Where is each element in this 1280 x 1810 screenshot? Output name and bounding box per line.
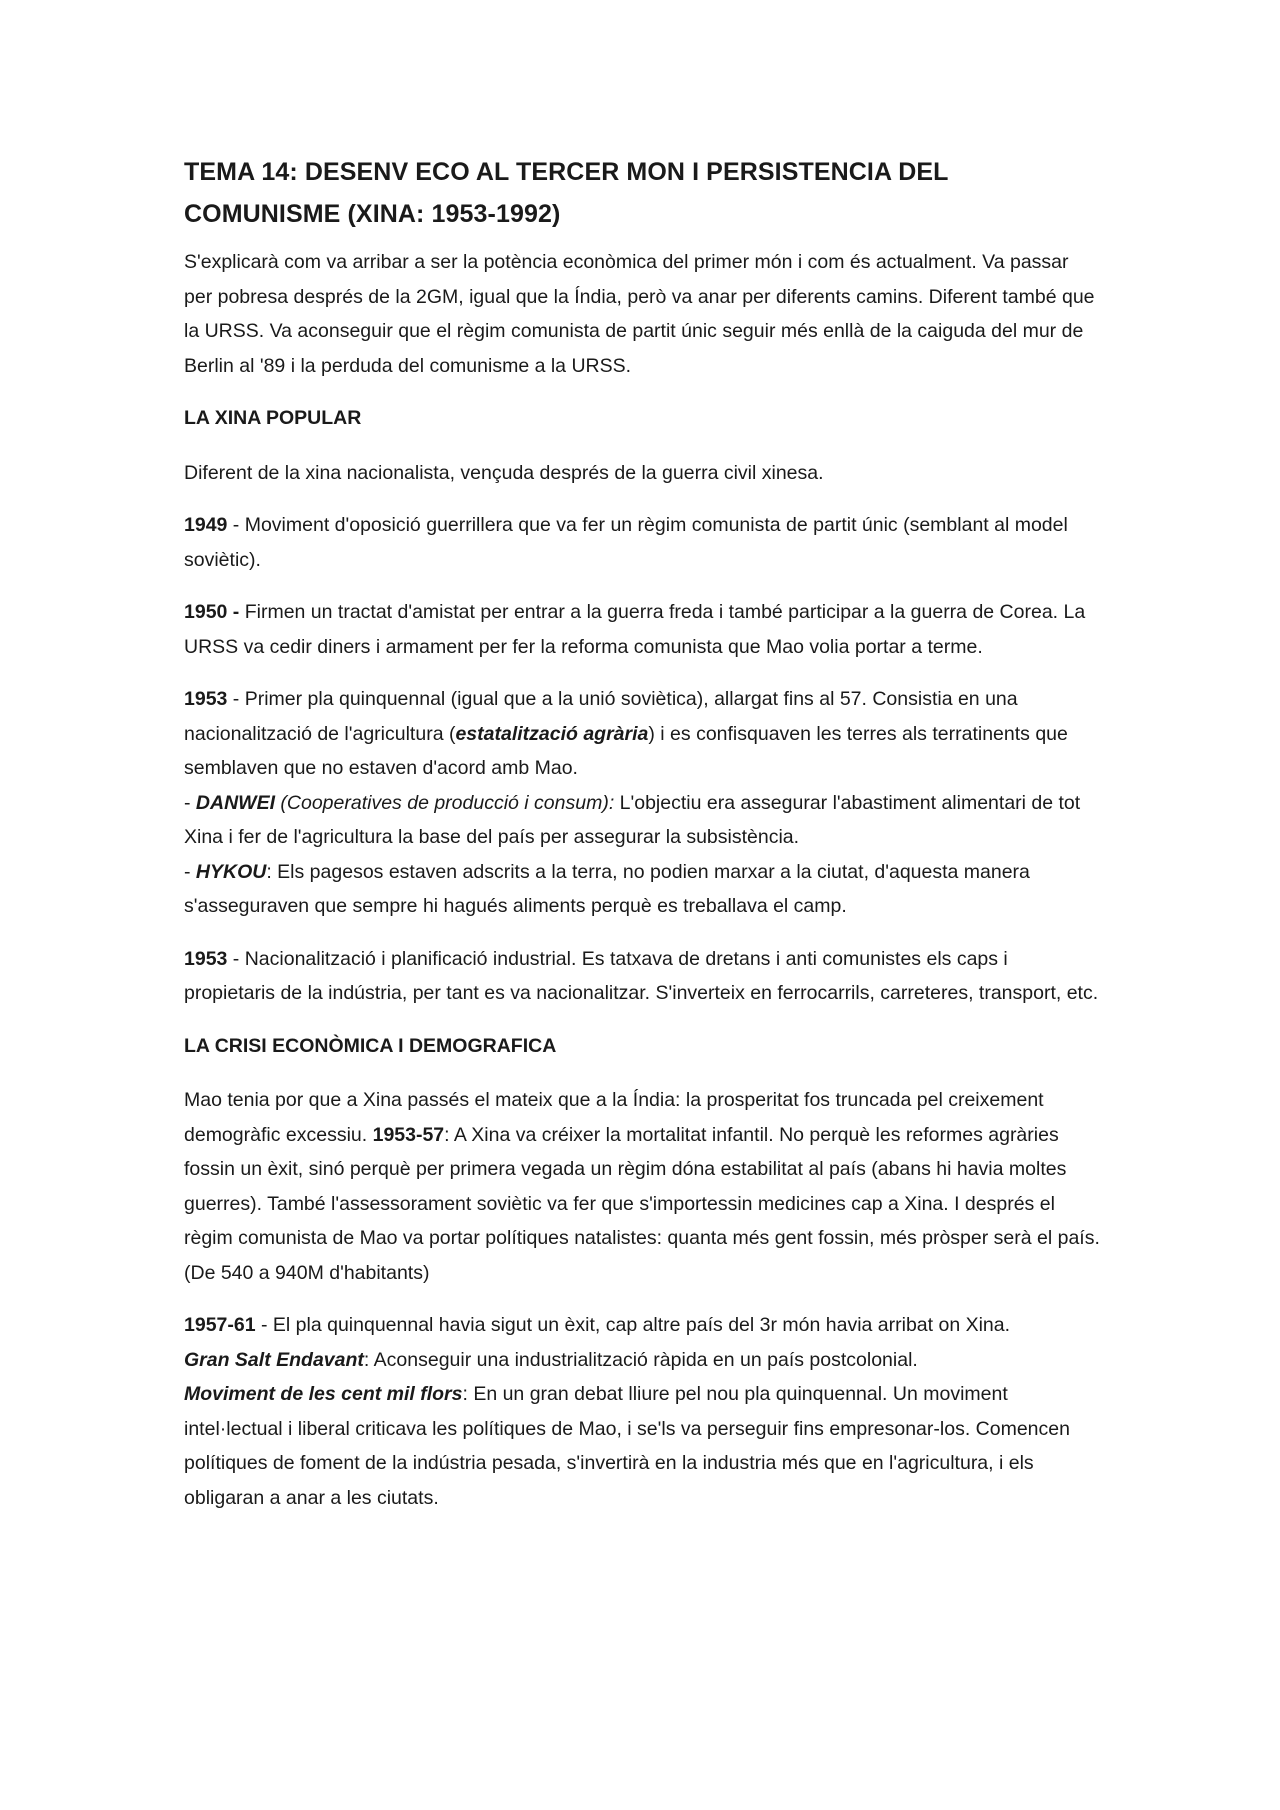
section-heading-xina-popular: LA XINA POPULAR [184, 407, 362, 429]
term-cent-mil-flors: Moviment de les cent mil flors [184, 1383, 463, 1405]
hykou-text: : Els pagesos estaven adscrits a la terra, no podien marxar a la ciutat, d'aquesta manera s'asseguraven que sempre hi hagués aliments perquè es treballava el camp. [184, 860, 1030, 917]
block-1957-61 [184, 1308, 1100, 1515]
text-mao-a: Mao tenia por que a Xina passés el mateix que a la Índia: la prosperitat fos truncada pel creixement demogràfic excessiu. [184, 1089, 1044, 1146]
bullet-danwei [184, 786, 1100, 855]
line-gran-salt [184, 1343, 1100, 1378]
text-1953-a-2: ) i es confisquaven les terres als terratinents que semblaven que no estaven d'acord amb Mao. [184, 722, 1068, 779]
year-1953-b: 1953 [184, 947, 228, 970]
text-gran-salt: : Aconseguir una industrialització ràpida en un país postcolonial. [363, 1348, 918, 1371]
year-1957-61: 1957-61 [184, 1314, 256, 1336]
section-heading-crisi: LA CRISI ECONÒMICA I DEMOGRAFICA [184, 1034, 557, 1057]
paragraph-1953-agricultura [184, 682, 1100, 786]
dash: - [184, 860, 196, 883]
title-line-2: COMUNISME (XINA: 1953-1992) [184, 200, 561, 228]
text-1953-b: - Nacionalització i planificació industrial. Es tatxava de dretans i anti comunistes els caps i propietaris de la indústria, per tant es va nacionalitzar. S'inverteix en ferrocarrils, carreteres, transport, etc. [184, 947, 1099, 1004]
paragraph-nacionalista: Diferent de la xina nacionalista, vençuda després de la guerra civil xinesa. [184, 461, 824, 484]
text-1950: Firmen un tractat d'amistat per entrar a la guerra freda i també participar a la guerra de Corea. La URSS va cedir diners i armament per fer la reforma comunista que Mao volia portar a terme. [184, 601, 1086, 658]
paragraph-1957-61 [184, 1308, 1100, 1343]
year-1953-a: 1953 [184, 688, 228, 710]
paragraph-1953-industrial [184, 942, 1100, 1011]
danwei-text: L'objectiu era assegurar l'abastiment alimentari de tot Xina i fer de l'agricultura la base del país per assegurar la subsistència. [184, 791, 1081, 848]
text-mao-b: : A Xina va créixer la mortalitat infantil. No perquè les reformes agràries fossin un èxit, sinó perquè per primera vegada un règim dóna estabilitat al país (abans hi havia moltes guerres). També l'assessorament soviètic va fer que s'importessin medicines cap a Xina. I després el règim comunista de Mao va portar polítiques natalistes: quanta més gent fossin, més pròsper serà el país. (De 540 a 940M d'habitants) [184, 1123, 1100, 1284]
intro-paragraph: S'explicarà com va arribar a ser la potència econòmica del primer món i com és actualment. Va passar per pobresa després de la 2GM, igual que la Índia, però va anar per diferents camins. Diferent també que la URSS. Va aconseguir que el règim comunista de partit únic seguir més enllà de la caiguda del mur de Berlin al '89 i la perduda del comunisme a la URSS. [184, 251, 1095, 377]
text-1957-61: - El pla quinquennal havia sigut un èxit, cap altre país del 3r món havia arribat on Xina. [255, 1314, 1011, 1336]
document-title [184, 151, 1100, 235]
paragraph-1949 [184, 508, 1100, 577]
title-line-1: TEMA 14: DESENV ECO AL TERCER MON I PERSISTENCIA DEL [184, 158, 949, 186]
text-1949: - Moviment d'oposició guerrillera que va fer un règim comunista de partit únic (semblant al model soviètic). [184, 514, 1068, 571]
term-hykou: HYKOU [195, 860, 267, 883]
year-1950: 1950 - [184, 601, 240, 623]
term-danwei: DANWEI [195, 791, 275, 814]
line-cent-mil-flors [184, 1377, 1100, 1515]
paragraph-1950 [184, 595, 1100, 664]
dash: - [184, 791, 196, 814]
text-1953-a-1: - Primer pla quinquennal (igual que a la unió soviètica), allargat fins al 57. Consistia en una nacionalització de l'agricultura ( [184, 688, 1018, 745]
bullet-hykou [184, 855, 1100, 924]
year-1953-57: 1953-57 [372, 1123, 445, 1146]
block-1953-agricultura [184, 682, 1100, 924]
text-cent-mil-flors: : En un gran debat lliure pel nou pla quinquennal. Un moviment intel·lectual i liberal criticava les polítiques de Mao, i se'ls va perseguir fins empresonar-los. Comencen polítiques de foment de la indústria pesada, s'invertirà en la industria més que en l'agricultura, i els obligaran a anar a les ciutats. [184, 1383, 1070, 1509]
danwei-paren: (Cooperatives de producció i consum): [275, 791, 615, 814]
term-gran-salt: Gran Salt Endavant [184, 1348, 364, 1371]
year-1949: 1949 [184, 514, 228, 536]
term-estatalitzacio: estatalització agrària [455, 722, 649, 745]
paragraph-mao-demografia [184, 1083, 1100, 1290]
